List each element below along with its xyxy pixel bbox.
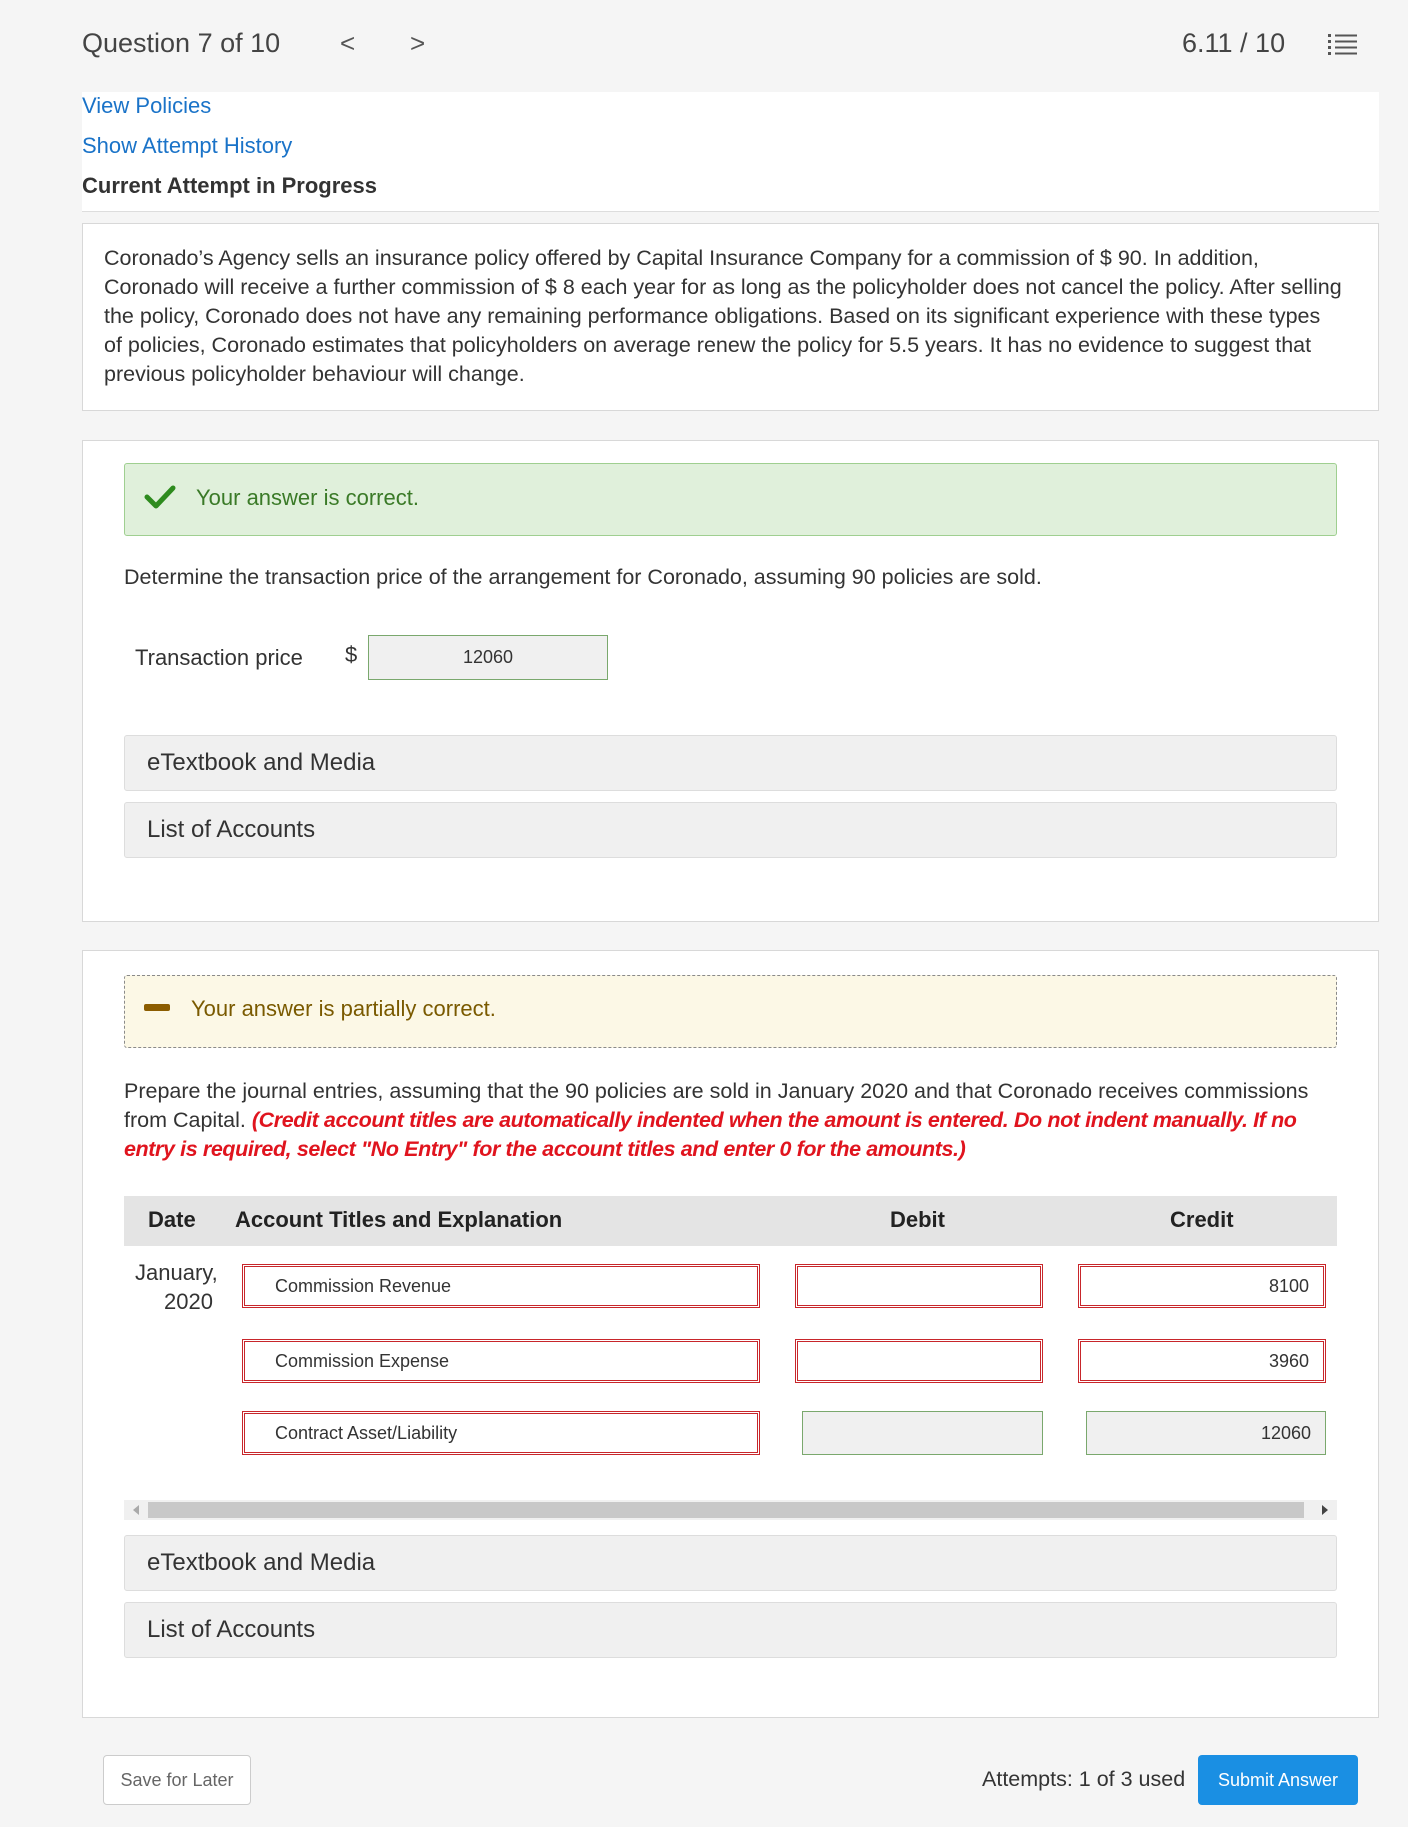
- transaction-price-input[interactable]: 12060: [368, 635, 608, 680]
- entry-date: [135, 1258, 218, 1316]
- entry-date-month: January,: [135, 1260, 218, 1285]
- part2-instruction-note: (Credit account titles are automatically indented when the amount is entered. Do not indent manually. If no entry is required, select "No Entry" for the account titles and enter 0 for the amounts.): [124, 1108, 1297, 1161]
- part1-prompt: Determine the transaction price of the arrangement for Coronado, assuming 90 policies are sold.: [124, 565, 1042, 589]
- question-text: Coronado’s Agency sells an insurance policy offered by Capital Insurance Company for a commission of $ 90. In addition, Coronado will receive a further commission of $ 8 each year for as long as the policyholder does not cancel the policy. After selling the policy, Coronado does not have any remaining performance obligations. Based on its significant experience with these types of policies, Coronado estimates that policyholders on average renew the policy for 5.5 years. It has no evidence to suggest that previous policyholder behaviour will change.: [104, 246, 1342, 386]
- debit-input-row3[interactable]: [802, 1411, 1043, 1455]
- current-attempt-label: Current Attempt in Progress: [82, 173, 378, 198]
- partial-feedback-text: Your answer is partially correct.: [191, 996, 496, 1021]
- list-of-accounts-accordion[interactable]: List of Accounts: [124, 802, 1337, 858]
- scrollbar-thumb[interactable]: [148, 1502, 1304, 1518]
- question-counter: Question 7 of 10: [82, 28, 281, 58]
- list-icon[interactable]: [1328, 30, 1358, 60]
- credit-column-header: Credit: [1170, 1207, 1234, 1232]
- previous-question-button[interactable]: <: [340, 28, 356, 58]
- account-input-row3[interactable]: Contract Asset/Liability: [242, 1411, 760, 1455]
- account-input-row1[interactable]: Commission Revenue: [242, 1264, 760, 1308]
- account-column-header: Account Titles and Explanation: [235, 1207, 563, 1232]
- part2-prompt-block: [124, 1077, 1344, 1164]
- etextbook-media-accordion[interactable]: eTextbook and Media: [124, 735, 1337, 791]
- credit-input-row1[interactable]: 8100: [1078, 1264, 1326, 1308]
- currency-symbol: $: [345, 642, 358, 667]
- credit-input-row2[interactable]: 3960: [1078, 1339, 1326, 1383]
- transaction-price-label: Transaction price: [135, 645, 303, 670]
- partial-dash-icon: [144, 1004, 170, 1011]
- part2-prompt: Prepare the journal entries, assuming that the 90 policies are sold in January 2020 and that Coronado receives commissions from Capital.: [124, 1079, 1309, 1132]
- show-attempt-history-link[interactable]: Show Attempt History: [82, 133, 293, 158]
- view-policies-link[interactable]: View Policies: [82, 93, 212, 118]
- scroll-left-icon[interactable]: [131, 1505, 141, 1515]
- date-column-header: Date: [148, 1207, 196, 1232]
- save-for-later-button[interactable]: Save for Later: [103, 1755, 251, 1805]
- submit-answer-button[interactable]: Submit Answer: [1198, 1755, 1358, 1805]
- debit-column-header: Debit: [890, 1207, 945, 1232]
- credit-input-row3[interactable]: 12060: [1086, 1411, 1326, 1455]
- score-display: 6.11 / 10: [1182, 28, 1286, 58]
- debit-input-row1[interactable]: [795, 1264, 1043, 1308]
- account-input-row2[interactable]: Commission Expense: [242, 1339, 760, 1383]
- entry-date-year: 2020: [164, 1289, 213, 1314]
- etextbook-media-accordion-2[interactable]: eTextbook and Media: [124, 1535, 1337, 1591]
- next-question-button[interactable]: >: [410, 28, 426, 58]
- attempts-counter: Attempts: 1 of 3 used: [982, 1767, 1186, 1791]
- debit-input-row2[interactable]: [795, 1339, 1043, 1383]
- correct-feedback-text: Your answer is correct.: [196, 485, 419, 510]
- checkmark-icon: [144, 484, 176, 510]
- list-of-accounts-accordion-2[interactable]: List of Accounts: [124, 1602, 1337, 1658]
- scroll-right-icon[interactable]: [1320, 1505, 1330, 1515]
